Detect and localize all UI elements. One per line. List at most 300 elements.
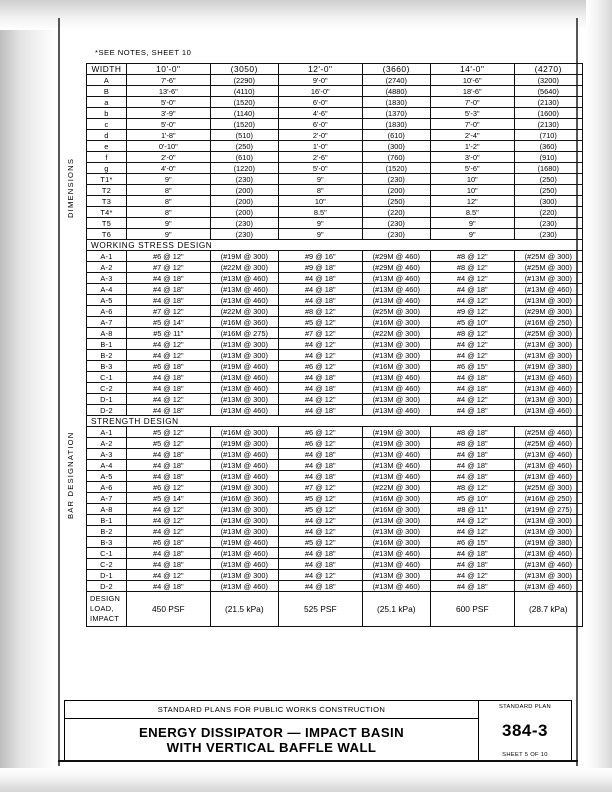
cell-imperial-dimensions-14-2: 9" — [431, 229, 515, 240]
cell-metric-working-stress-design-3-0: (#13M @ 460) — [210, 284, 278, 295]
cell-imperial-strength-design-12-1: #4 @ 18" — [279, 559, 363, 570]
cell-imperial-working-stress-design-2-2: #4 @ 12" — [431, 273, 515, 284]
row-label-working-stress-design-4: A-5 — [87, 295, 127, 306]
cell-imperial-strength-design-10-0: #6 @ 18" — [127, 537, 211, 548]
cell-imperial-working-stress-design-10-1: #6 @ 12" — [279, 361, 363, 372]
table-row — [87, 383, 583, 394]
cell-metric-working-stress-design-14-0: (#13M @ 460) — [210, 405, 278, 416]
cell-imperial-dimensions-9-0: 9" — [127, 174, 211, 185]
cell-imperial-working-stress-design-1-1: #9 @ 18" — [279, 262, 363, 273]
cell-metric-strength-design-8-0: (#13M @ 300) — [210, 515, 278, 526]
cell-imperial-working-stress-design-9-0: #4 @ 12" — [127, 350, 211, 361]
title-block-subtitle: STANDARD PLANS FOR PUBLIC WORKS CONSTRUCTION — [65, 701, 478, 719]
design-load-metric-0: (21.5 kPa) — [210, 592, 278, 627]
cell-metric-dimensions-1-2: (5640) — [514, 86, 582, 97]
cell-metric-dimensions-2-0: (1520) — [210, 97, 278, 108]
cell-imperial-working-stress-design-2-1: #4 @ 18" — [279, 273, 363, 284]
cell-metric-working-stress-design-2-2: (#13M @ 300) — [514, 273, 582, 284]
cell-imperial-strength-design-7-0: #4 @ 12" — [127, 504, 211, 515]
table-row — [87, 504, 583, 515]
cell-metric-dimensions-12-2: (220) — [514, 207, 582, 218]
cell-imperial-dimensions-5-1: 2'-0" — [279, 130, 363, 141]
side-label-dimensions: DIMENSIONS — [66, 157, 75, 219]
cell-metric-working-stress-design-6-1: (#16M @ 300) — [362, 317, 430, 328]
row-label-strength-design-4: A-5 — [87, 471, 127, 482]
cell-metric-dimensions-3-2: (1600) — [514, 108, 582, 119]
row-label-working-stress-design-5: A-6 — [87, 306, 127, 317]
cell-metric-strength-design-12-2: (#13M @ 460) — [514, 559, 582, 570]
row-label-strength-design-13: D-1 — [87, 570, 127, 581]
cell-metric-working-stress-design-3-2: (#13M @ 460) — [514, 284, 582, 295]
cell-imperial-working-stress-design-8-2: #4 @ 12" — [431, 339, 515, 350]
cell-imperial-dimensions-9-1: 9" — [279, 174, 363, 185]
cell-imperial-dimensions-8-2: 5'-6" — [431, 163, 515, 174]
cell-imperial-working-stress-design-8-0: #4 @ 12" — [127, 339, 211, 350]
cell-metric-working-stress-design-0-1: (#29M @ 460) — [362, 251, 430, 262]
cell-imperial-strength-design-0-2: #8 @ 18" — [431, 427, 515, 438]
cell-metric-strength-design-9-1: (#13M @ 300) — [362, 526, 430, 537]
cell-metric-dimensions-1-0: (4110) — [210, 86, 278, 97]
cell-metric-dimensions-8-1: (1520) — [362, 163, 430, 174]
cell-imperial-dimensions-3-0: 3'-9" — [127, 108, 211, 119]
row-label-dimensions-2: a — [87, 97, 127, 108]
row-label-dimensions-8: g — [87, 163, 127, 174]
cell-metric-strength-design-12-0: (#13M @ 460) — [210, 559, 278, 570]
cell-imperial-dimensions-12-2: 8.5" — [431, 207, 515, 218]
cell-imperial-dimensions-5-0: 1'-8" — [127, 130, 211, 141]
section-header-row-working-stress-design — [87, 240, 583, 251]
cell-metric-strength-design-11-0: (#13M @ 460) — [210, 548, 278, 559]
cell-imperial-strength-design-13-2: #4 @ 12" — [431, 570, 515, 581]
cell-imperial-dimensions-13-2: 9" — [431, 218, 515, 229]
cell-metric-strength-design-0-0: (#16M @ 300) — [210, 427, 278, 438]
cell-imperial-strength-design-14-0: #4 @ 18" — [127, 581, 211, 592]
cell-metric-strength-design-14-2: (#13M @ 460) — [514, 581, 582, 592]
cell-metric-working-stress-design-3-1: (#13M @ 460) — [362, 284, 430, 295]
table-row — [87, 163, 583, 174]
row-label-dimensions-7: f — [87, 152, 127, 163]
cell-imperial-working-stress-design-12-1: #4 @ 18" — [279, 383, 363, 394]
cell-imperial-strength-design-4-0: #4 @ 18" — [127, 471, 211, 482]
cell-metric-dimensions-14-1: (230) — [362, 229, 430, 240]
row-label-working-stress-design-14: D-2 — [87, 405, 127, 416]
table-row — [87, 559, 583, 570]
cell-metric-strength-design-7-0: (#13M @ 300) — [210, 504, 278, 515]
table-row — [87, 328, 583, 339]
cell-metric-dimensions-7-1: (760) — [362, 152, 430, 163]
cell-metric-working-stress-design-13-0: (#13M @ 300) — [210, 394, 278, 405]
cell-metric-dimensions-13-0: (230) — [210, 218, 278, 229]
header-width-metric-2: (4270) — [514, 64, 582, 75]
cell-metric-working-stress-design-14-2: (#13M @ 460) — [514, 405, 582, 416]
header-width-imperial-1: 12'-0" — [279, 64, 363, 75]
cell-metric-dimensions-12-1: (220) — [362, 207, 430, 218]
cell-imperial-strength-design-9-1: #4 @ 12" — [279, 526, 363, 537]
cell-metric-working-stress-design-2-1: (#13M @ 460) — [362, 273, 430, 284]
cell-imperial-working-stress-design-6-0: #5 @ 14" — [127, 317, 211, 328]
table-row — [87, 482, 583, 493]
table-row — [87, 152, 583, 163]
cell-imperial-dimensions-2-1: 6'-0" — [279, 97, 363, 108]
table-row — [87, 493, 583, 504]
cell-metric-dimensions-4-1: (1830) — [362, 119, 430, 130]
cell-metric-working-stress-design-12-2: (#13M @ 460) — [514, 383, 582, 394]
scan-edge-right — [586, 0, 612, 792]
cell-imperial-strength-design-12-0: #4 @ 18" — [127, 559, 211, 570]
design-load-imperial-1: 525 PSF — [279, 592, 363, 627]
title-block-main — [65, 719, 478, 761]
cell-imperial-strength-design-2-2: #4 @ 18" — [431, 449, 515, 460]
row-label-strength-design-12: C-2 — [87, 559, 127, 570]
cell-metric-dimensions-11-1: (250) — [362, 196, 430, 207]
cell-imperial-strength-design-14-1: #4 @ 18" — [279, 581, 363, 592]
cell-imperial-working-stress-design-11-1: #4 @ 18" — [279, 372, 363, 383]
row-label-dimensions-12: T4* — [87, 207, 127, 218]
cell-imperial-strength-design-6-2: #5 @ 10" — [431, 493, 515, 504]
cell-metric-strength-design-3-1: (#13M @ 460) — [362, 460, 430, 471]
cell-imperial-strength-design-2-1: #4 @ 18" — [279, 449, 363, 460]
cell-metric-working-stress-design-12-1: (#13M @ 460) — [362, 383, 430, 394]
cell-metric-dimensions-5-2: (710) — [514, 130, 582, 141]
row-label-dimensions-11: T3 — [87, 196, 127, 207]
cell-imperial-working-stress-design-0-0: #6 @ 12" — [127, 251, 211, 262]
table-row — [87, 361, 583, 372]
cell-metric-strength-design-13-0: (#13M @ 300) — [210, 570, 278, 581]
cell-imperial-dimensions-4-0: 5'-0" — [127, 119, 211, 130]
cell-metric-working-stress-design-6-0: (#16M @ 360) — [210, 317, 278, 328]
table-row — [87, 581, 583, 592]
title-line-1: ENERGY DISSIPATOR — IMPACT BASIN — [138, 725, 405, 740]
cell-imperial-working-stress-design-1-2: #8 @ 12" — [431, 262, 515, 273]
cell-metric-dimensions-14-0: (230) — [210, 229, 278, 240]
table-row — [87, 438, 583, 449]
cell-metric-working-stress-design-4-0: (#13M @ 460) — [210, 295, 278, 306]
cell-metric-dimensions-10-2: (250) — [514, 185, 582, 196]
row-label-strength-design-1: A-2 — [87, 438, 127, 449]
table-row — [87, 350, 583, 361]
table-row — [87, 218, 583, 229]
header-width-metric-1: (3660) — [362, 64, 430, 75]
cell-imperial-dimensions-5-2: 2'-4" — [431, 130, 515, 141]
cell-metric-strength-design-2-1: (#13M @ 460) — [362, 449, 430, 460]
cell-imperial-strength-design-9-0: #4 @ 12" — [127, 526, 211, 537]
cell-metric-strength-design-1-1: (#19M @ 300) — [362, 438, 430, 449]
table-row — [87, 174, 583, 185]
cell-metric-strength-design-2-0: (#13M @ 460) — [210, 449, 278, 460]
cell-imperial-strength-design-5-0: #6 @ 12" — [127, 482, 211, 493]
cell-metric-working-stress-design-12-0: (#13M @ 460) — [210, 383, 278, 394]
cell-metric-working-stress-design-11-0: (#13M @ 460) — [210, 372, 278, 383]
cell-imperial-strength-design-5-1: #7 @ 12" — [279, 482, 363, 493]
cell-metric-strength-design-1-2: (#25M @ 460) — [514, 438, 582, 449]
cell-imperial-strength-design-7-2: #8 @ 11" — [431, 504, 515, 515]
cell-imperial-strength-design-7-1: #5 @ 12" — [279, 504, 363, 515]
cell-metric-dimensions-13-2: (230) — [514, 218, 582, 229]
cell-metric-working-stress-design-10-2: (#19M @ 380) — [514, 361, 582, 372]
cell-imperial-dimensions-0-2: 10'-6" — [431, 75, 515, 86]
row-label-dimensions-13: T5 — [87, 218, 127, 229]
cell-metric-dimensions-6-0: (250) — [210, 141, 278, 152]
cell-imperial-dimensions-6-1: 1'-0" — [279, 141, 363, 152]
row-label-strength-design-6: A-7 — [87, 493, 127, 504]
cell-imperial-working-stress-design-5-1: #8 @ 12" — [279, 306, 363, 317]
cell-imperial-working-stress-design-10-2: #6 @ 15" — [431, 361, 515, 372]
row-label-working-stress-design-10: B-3 — [87, 361, 127, 372]
row-label-strength-design-5: A-6 — [87, 482, 127, 493]
cell-metric-dimensions-6-1: (300) — [362, 141, 430, 152]
standard-plan-table — [86, 63, 583, 627]
cell-metric-dimensions-1-1: (4880) — [362, 86, 430, 97]
cell-imperial-dimensions-10-1: 8" — [279, 185, 363, 196]
cell-imperial-dimensions-11-0: 8" — [127, 196, 211, 207]
cell-imperial-strength-design-2-0: #4 @ 18" — [127, 449, 211, 460]
cell-imperial-strength-design-4-1: #4 @ 18" — [279, 471, 363, 482]
cell-metric-strength-design-14-1: (#13M @ 460) — [362, 581, 430, 592]
table-header-row — [87, 64, 583, 75]
cell-imperial-dimensions-1-2: 18'-6" — [431, 86, 515, 97]
cell-imperial-working-stress-design-13-2: #4 @ 12" — [431, 394, 515, 405]
row-label-working-stress-design-2: A-3 — [87, 273, 127, 284]
cell-imperial-strength-design-13-1: #4 @ 12" — [279, 570, 363, 581]
cell-imperial-dimensions-10-2: 10" — [431, 185, 515, 196]
cell-metric-dimensions-5-1: (610) — [362, 130, 430, 141]
cell-metric-working-stress-design-10-0: (#19M @ 460) — [210, 361, 278, 372]
cell-metric-dimensions-7-0: (610) — [210, 152, 278, 163]
table-row — [87, 185, 583, 196]
cell-metric-working-stress-design-0-2: (#25M @ 300) — [514, 251, 582, 262]
cell-imperial-dimensions-8-1: 5'-0" — [279, 163, 363, 174]
cell-metric-dimensions-0-1: (2740) — [362, 75, 430, 86]
cell-imperial-strength-design-1-0: #5 @ 12" — [127, 438, 211, 449]
table-row — [87, 339, 583, 350]
row-label-strength-design-3: A-4 — [87, 460, 127, 471]
cell-metric-strength-design-9-2: (#13M @ 300) — [514, 526, 582, 537]
cell-imperial-working-stress-design-13-0: #4 @ 12" — [127, 394, 211, 405]
cell-imperial-working-stress-design-6-2: #5 @ 10" — [431, 317, 515, 328]
cell-metric-strength-design-6-0: (#16M @ 360) — [210, 493, 278, 504]
cell-metric-strength-design-11-2: (#13M @ 460) — [514, 548, 582, 559]
cell-imperial-working-stress-design-1-0: #7 @ 12" — [127, 262, 211, 273]
table-row — [87, 394, 583, 405]
cell-metric-working-stress-design-11-1: (#13M @ 460) — [362, 372, 430, 383]
standard-plan-label: STANDARD PLAN — [498, 704, 552, 710]
cell-metric-working-stress-design-4-2: (#13M @ 300) — [514, 295, 582, 306]
cell-imperial-dimensions-10-0: 8" — [127, 185, 211, 196]
cell-imperial-strength-design-0-1: #6 @ 12" — [279, 427, 363, 438]
cell-metric-dimensions-4-0: (1520) — [210, 119, 278, 130]
cell-metric-strength-design-4-0: (#13M @ 460) — [210, 471, 278, 482]
cell-metric-dimensions-0-2: (3200) — [514, 75, 582, 86]
table-row — [87, 372, 583, 383]
cell-metric-dimensions-6-2: (360) — [514, 141, 582, 152]
sheet-note: *SEE NOTES, SHEET 10 — [95, 48, 192, 57]
table-row — [87, 295, 583, 306]
row-label-dimensions-14: T6 — [87, 229, 127, 240]
cell-metric-strength-design-5-1: (#22M @ 300) — [362, 482, 430, 493]
cell-imperial-working-stress-design-4-2: #4 @ 12" — [431, 295, 515, 306]
cell-imperial-strength-design-8-1: #4 @ 12" — [279, 515, 363, 526]
cell-imperial-dimensions-2-0: 5'-0" — [127, 97, 211, 108]
cell-metric-dimensions-11-0: (200) — [210, 196, 278, 207]
cell-metric-dimensions-0-0: (2290) — [210, 75, 278, 86]
cell-imperial-working-stress-design-12-0: #4 @ 18" — [127, 383, 211, 394]
row-label-working-stress-design-7: A-8 — [87, 328, 127, 339]
cell-metric-working-stress-design-5-1: (#25M @ 300) — [362, 306, 430, 317]
cell-imperial-working-stress-design-7-2: #8 @ 12" — [431, 328, 515, 339]
cell-metric-working-stress-design-8-1: (#13M @ 300) — [362, 339, 430, 350]
design-load-metric-2: (28.7 kPa) — [514, 592, 582, 627]
cell-imperial-working-stress-design-12-2: #4 @ 18" — [431, 383, 515, 394]
standard-plan-table-wrap — [86, 63, 583, 627]
table-row — [87, 130, 583, 141]
cell-imperial-strength-design-8-0: #4 @ 12" — [127, 515, 211, 526]
cell-imperial-dimensions-13-1: 9" — [279, 218, 363, 229]
cell-imperial-working-stress-design-4-0: #4 @ 18" — [127, 295, 211, 306]
table-row — [87, 273, 583, 284]
section-header-row-strength-design — [87, 416, 583, 427]
table-row — [87, 548, 583, 559]
header-row-label: WIDTH — [87, 64, 127, 75]
cell-metric-strength-design-14-0: (#13M @ 460) — [210, 581, 278, 592]
cell-metric-dimensions-10-1: (200) — [362, 185, 430, 196]
title-block — [64, 700, 572, 762]
cell-imperial-working-stress-design-9-1: #4 @ 12" — [279, 350, 363, 361]
table-row — [87, 537, 583, 548]
cell-metric-dimensions-2-1: (1830) — [362, 97, 430, 108]
table-row — [87, 251, 583, 262]
scan-edge-top — [0, 0, 612, 30]
cell-imperial-working-stress-design-3-2: #4 @ 18" — [431, 284, 515, 295]
section-title-strength-design: STRENGTH DESIGN — [87, 416, 583, 427]
cell-metric-dimensions-11-2: (300) — [514, 196, 582, 207]
cell-metric-strength-design-5-2: (#25M @ 300) — [514, 482, 582, 493]
row-label-working-stress-design-3: A-4 — [87, 284, 127, 295]
row-label-dimensions-0: A — [87, 75, 127, 86]
title-block-right — [479, 701, 571, 761]
cell-imperial-dimensions-7-2: 3'-0" — [431, 152, 515, 163]
cell-metric-strength-design-6-1: (#16M @ 300) — [362, 493, 430, 504]
table-row — [87, 75, 583, 86]
cell-imperial-working-stress-design-10-0: #6 @ 18" — [127, 361, 211, 372]
cell-imperial-strength-design-1-1: #6 @ 12" — [279, 438, 363, 449]
cell-metric-working-stress-design-14-1: (#13M @ 460) — [362, 405, 430, 416]
cell-imperial-dimensions-11-1: 10" — [279, 196, 363, 207]
cell-metric-working-stress-design-6-2: (#16M @ 250) — [514, 317, 582, 328]
cell-metric-strength-design-10-0: (#19M @ 460) — [210, 537, 278, 548]
table-row — [87, 207, 583, 218]
table-row — [87, 196, 583, 207]
cell-metric-strength-design-10-1: (#16M @ 300) — [362, 537, 430, 548]
cell-metric-working-stress-design-13-1: (#13M @ 300) — [362, 394, 430, 405]
cell-imperial-dimensions-1-0: 13'-6" — [127, 86, 211, 97]
row-label-dimensions-4: c — [87, 119, 127, 130]
cell-imperial-dimensions-9-2: 10" — [431, 174, 515, 185]
cell-metric-working-stress-design-2-0: (#13M @ 460) — [210, 273, 278, 284]
cell-imperial-strength-design-11-1: #4 @ 18" — [279, 548, 363, 559]
table-row — [87, 119, 583, 130]
cell-imperial-strength-design-6-0: #5 @ 14" — [127, 493, 211, 504]
cell-metric-dimensions-9-2: (250) — [514, 174, 582, 185]
cell-imperial-dimensions-14-1: 9" — [279, 229, 363, 240]
cell-metric-working-stress-design-5-0: (#22M @ 300) — [210, 306, 278, 317]
cell-imperial-dimensions-8-0: 4'-0" — [127, 163, 211, 174]
table-row — [87, 97, 583, 108]
header-width-imperial-0: 10'-0" — [127, 64, 211, 75]
row-label-dimensions-6: e — [87, 141, 127, 152]
cell-metric-strength-design-3-0: (#13M @ 460) — [210, 460, 278, 471]
cell-metric-strength-design-9-0: (#13M @ 300) — [210, 526, 278, 537]
cell-metric-strength-design-7-1: (#16M @ 300) — [362, 504, 430, 515]
cell-imperial-strength-design-3-0: #4 @ 18" — [127, 460, 211, 471]
table-row — [87, 262, 583, 273]
cell-imperial-working-stress-design-14-0: #4 @ 18" — [127, 405, 211, 416]
cell-metric-strength-design-8-1: (#13M @ 300) — [362, 515, 430, 526]
scan-edge-left — [0, 0, 58, 792]
cell-imperial-working-stress-design-2-0: #4 @ 18" — [127, 273, 211, 284]
cell-imperial-dimensions-7-0: 2'-0" — [127, 152, 211, 163]
cell-imperial-strength-design-11-2: #4 @ 18" — [431, 548, 515, 559]
cell-imperial-working-stress-design-14-1: #4 @ 18" — [279, 405, 363, 416]
cell-metric-strength-design-8-2: (#13M @ 300) — [514, 515, 582, 526]
table-row — [87, 471, 583, 482]
cell-metric-dimensions-3-0: (1140) — [210, 108, 278, 119]
row-label-strength-design-0: A-1 — [87, 427, 127, 438]
cell-metric-dimensions-8-2: (1680) — [514, 163, 582, 174]
scan-edge-bottom — [0, 768, 612, 792]
cell-metric-working-stress-design-7-0: (#16M @ 275) — [210, 328, 278, 339]
cell-imperial-strength-design-0-0: #5 @ 12" — [127, 427, 211, 438]
cell-metric-dimensions-8-0: (1220) — [210, 163, 278, 174]
cell-imperial-strength-design-12-2: #4 @ 18" — [431, 559, 515, 570]
cell-imperial-strength-design-3-1: #4 @ 18" — [279, 460, 363, 471]
cell-metric-strength-design-5-0: (#19M @ 300) — [210, 482, 278, 493]
row-label-strength-design-10: B-3 — [87, 537, 127, 548]
cell-imperial-dimensions-6-0: 0'-10" — [127, 141, 211, 152]
cell-imperial-working-stress-design-11-2: #4 @ 18" — [431, 372, 515, 383]
table-row — [87, 570, 583, 581]
design-load-imperial-0: 450 PSF — [127, 592, 211, 627]
cell-metric-strength-design-11-1: (#13M @ 460) — [362, 548, 430, 559]
side-label-bar-designation: BAR DESIGNATION — [66, 431, 75, 519]
cell-metric-strength-design-6-2: (#16M @ 250) — [514, 493, 582, 504]
cell-metric-working-stress-design-9-0: (#13M @ 300) — [210, 350, 278, 361]
sheet-border-left — [58, 18, 60, 766]
cell-metric-dimensions-5-0: (510) — [210, 130, 278, 141]
cell-metric-dimensions-9-1: (230) — [362, 174, 430, 185]
cell-metric-dimensions-10-0: (200) — [210, 185, 278, 196]
title-block-left — [65, 701, 479, 761]
table-row — [87, 515, 583, 526]
cell-imperial-working-stress-design-13-1: #4 @ 12" — [279, 394, 363, 405]
table-row — [87, 86, 583, 97]
cell-metric-strength-design-1-0: (#19M @ 300) — [210, 438, 278, 449]
cell-metric-working-stress-design-9-1: (#13M @ 300) — [362, 350, 430, 361]
cell-imperial-working-stress-design-8-1: #4 @ 12" — [279, 339, 363, 350]
cell-imperial-strength-design-9-2: #4 @ 12" — [431, 526, 515, 537]
cell-imperial-dimensions-2-2: 7'-0" — [431, 97, 515, 108]
cell-metric-working-stress-design-8-2: (#13M @ 300) — [514, 339, 582, 350]
cell-metric-strength-design-3-2: (#13M @ 460) — [514, 460, 582, 471]
cell-imperial-working-stress-design-7-0: #5 @ 11" — [127, 328, 211, 339]
row-label-strength-design-8: B-1 — [87, 515, 127, 526]
cell-metric-strength-design-2-2: (#13M @ 460) — [514, 449, 582, 460]
row-label-dimensions-10: T2 — [87, 185, 127, 196]
row-label-working-stress-design-9: B-2 — [87, 350, 127, 361]
title-line-2: WITH VERTICAL BAFFLE WALL — [166, 740, 377, 755]
row-label-strength-design-11: C-1 — [87, 548, 127, 559]
row-label-strength-design-7: A-8 — [87, 504, 127, 515]
row-label-working-stress-design-11: C-1 — [87, 372, 127, 383]
